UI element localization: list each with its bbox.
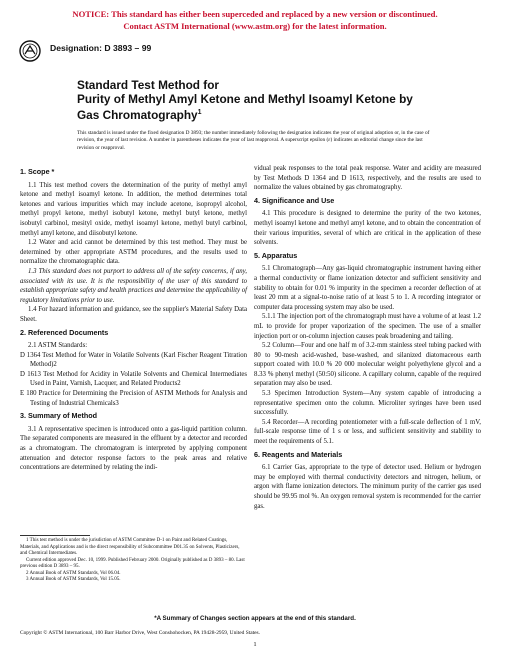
section-heading-reagents: 6. Reagents and Materials — [254, 449, 343, 459]
section-heading-summary: 3. Summary of Method — [20, 411, 98, 421]
summary-of-changes-note: *A Summary of Changes section appears at the end of this standard. — [154, 615, 356, 622]
refs-subheading: 2.1 ASTM Standards: — [28, 342, 88, 350]
right-column — [254, 164, 481, 511]
preamble: This standard is issued under the fixed designation D 3893; the number immediately following the designation indicates the year of original adoption or, in the case of revision, the year of last revision. A number in parentheses indicates the year of last reapproval. A superscript epsilon (ε) indicates an editorial change since the last revision or reapproval. — [77, 130, 430, 151]
paragraph-6-1: 6.1 Carrier Gas, appropriate to the type of detector used. Helium or hydrogen may be employed with thermal conductivity detectors and nitrogen, helium, or argon with flame ionization detectors. The minimum purity of the carrier gas used should be 99.95 mol %. An oxygen removal system is recommended for the carrier gas. — [254, 464, 481, 510]
reference-list — [20, 351, 247, 409]
notice-line-2: Contact ASTM International (www.astm.org) for the latest information. — [123, 20, 387, 31]
paragraph-1-2: 1.2 Water and acid cannot be determined by this test method. They must be determined by other appropriate ASTM procedures, and the results used to normalize the chromatographic data. — [20, 239, 247, 266]
paragraph-1-1: 1.1 This test method covers the determination of the purity of methyl amyl ketone and methyl isoamyl ketone. In addition, the method determines total ketones and various impurities which may include acetone, isopropyl alcohol, methyl propyl ketone, methyl isobutyl ketone, methyl butyl ketone, methyl isobutyl carbinol, mesityl oxide, methyl isoamyl ketone, methyl butyl carbinol, methyl amyl ketone, and diisobutyl ketone. — [20, 181, 247, 237]
footnote-3: 3 Annual Book of ASTM Standards, Vol 15.05. — [26, 577, 121, 582]
notice-banner — [0, 9, 510, 32]
notice-line-1: NOTICE: This standard has either been superceded and replaced by a new version or discontinued. — [72, 9, 438, 19]
designation: Designation: D 3893 – 99 — [50, 43, 152, 53]
paragraph-5-2: 5.2 Column—Four and one half m of 3.2-mm stainless steel tubing packed with 80 to 90-mesh acid-washed, base-washed, and silanized diatomaceous earth support coated with 10.0 % 20 000 molecular weight polyethylene glycol and a 8.33 % phenyl methyl (50:50) silicone. A capillary column, capable of the required separation may also be used. — [254, 342, 481, 388]
reference-e180: E 180 Practice for Determining the Precision of ASTM Methods for Analysis and Testing of Industrial Chemicals3 — [20, 390, 247, 407]
reference-d1364: D 1364 Test Method for Water in Volatile Solvents (Karl Fischer Reagent Titration Method)2 — [20, 351, 247, 369]
paragraph-5-1: 5.1 Chromatograph—Any gas-liquid chromatographic instrument having either a thermal conductivity or flame ionization detector and sufficient sensitivity and stability to obtain for 0.01 % impurity in the specimen a recorder deflection of at least 20 mm at a signal-to-noise ratio of at least 5 to 1. A recording integrator or computer data processing system may also be used. — [254, 265, 481, 311]
paragraph-1-3: 1.3 This standard does not purport to address all of the safety concerns, if any, associated with its use. It is the responsibility of the user of this standard to establish appropriate safety and health practices and determine the applicability of regulatory limitations prior to use. — [20, 267, 247, 304]
paragraph-1-4: 1.4 For hazard information and guidance, see the supplier's Material Safety Data Sheet. — [20, 306, 247, 323]
left-column — [20, 164, 247, 473]
paragraph-3-1: 3.1 A representative specimen is introduced onto a gas-liquid partition column. The separated components are measured in the effluent by a detector and recorded as a chromatogram. The chromatogram is interpreted by applying component attenuation and detector response factors to the peak areas and relative concentrations are determined by relating the indi- — [20, 425, 247, 472]
astm-logo-icon — [19, 40, 41, 62]
page-number: 1 — [253, 641, 257, 648]
footnote-divider — [20, 535, 90, 536]
footnotes — [20, 535, 247, 584]
paragraph-5-1-1: 5.1.1 The injection port of the chromatograph must have a volume of at least 1.2 mL to provide for proper vaporization of the specimen. The use of a smaller injection port or on-column injection causes peak broadening and tailing. — [254, 313, 481, 340]
paragraph-5-4: 5.4 Recorder—A recording potentiometer with a full-scale deflection of 1 mV, full-scale response time of 1 s or less, and sufficient sensitivity and stability to meet the requirements of 5.1. — [254, 418, 481, 446]
title-footnote-mark: 1 — [197, 109, 202, 117]
paragraph-5-3: 5.3 Specimen Introduction System—Any system capable of introducing a representative specimen onto the column. Microliter syringes have been used successfully. — [254, 390, 481, 417]
footnote-1: 1 This test method is under the jurisdiction of ASTM Committee D-1 on Paint and Related Coatings, Materials, and Applications and is the direct responsibility of Subcommittee D01.35 on Solvents, Plasticizers, and Chemical Intermediates. — [20, 538, 240, 556]
title-line-1: Standard Test Method for — [77, 78, 220, 92]
copyright: Copyright © ASTM International, 100 Barr Harbor Drive, West Conshohocken, PA 19428-2959, United States. — [20, 630, 260, 636]
section-heading-apparatus: 5. Apparatus — [254, 250, 298, 260]
paragraph-3-1-continued: vidual peak responses to the total peak response. Water and acidity are measured by Test Methods D 1364 and D 1613, respectively, and the results are used to normalize the values obtained by gas chromatography. — [254, 165, 481, 192]
footnote-2: 2 Annual Book of ASTM Standards, Vol 06.04. — [26, 570, 121, 576]
reference-d1613: D 1613 Test Method for Acidity in Volatile Solvents and Chemical Intermediates Used in Paint, Varnish, Lacquer, and Related Products2 — [20, 370, 247, 388]
document-title — [77, 79, 497, 123]
section-heading-significance: 4. Significance and Use — [254, 195, 335, 205]
paragraph-4-1: 4.1 This procedure is designed to determine the purity of the two ketones, methyl isoamyl ketone and methyl amyl ketone, and to obtain the concentration of their various impurities, several of which are critical in the application of these solvents. — [254, 210, 481, 247]
title-line-2: Purity of Methyl Amyl Ketone and Methyl Isoamyl Ketone by — [77, 91, 413, 106]
title-line-3: Gas Chromatography — [77, 108, 198, 123]
section-heading-scope: 1. Scope * — [20, 167, 55, 176]
section-heading-referenced-documents: 2. Referenced Documents — [20, 327, 109, 337]
footnote-1-edition: Current edition approved Dec. 10, 1999. Published February 2000. Originally published as D 3893 – 80. Last previous edition D 3893 – 95. — [20, 557, 245, 569]
